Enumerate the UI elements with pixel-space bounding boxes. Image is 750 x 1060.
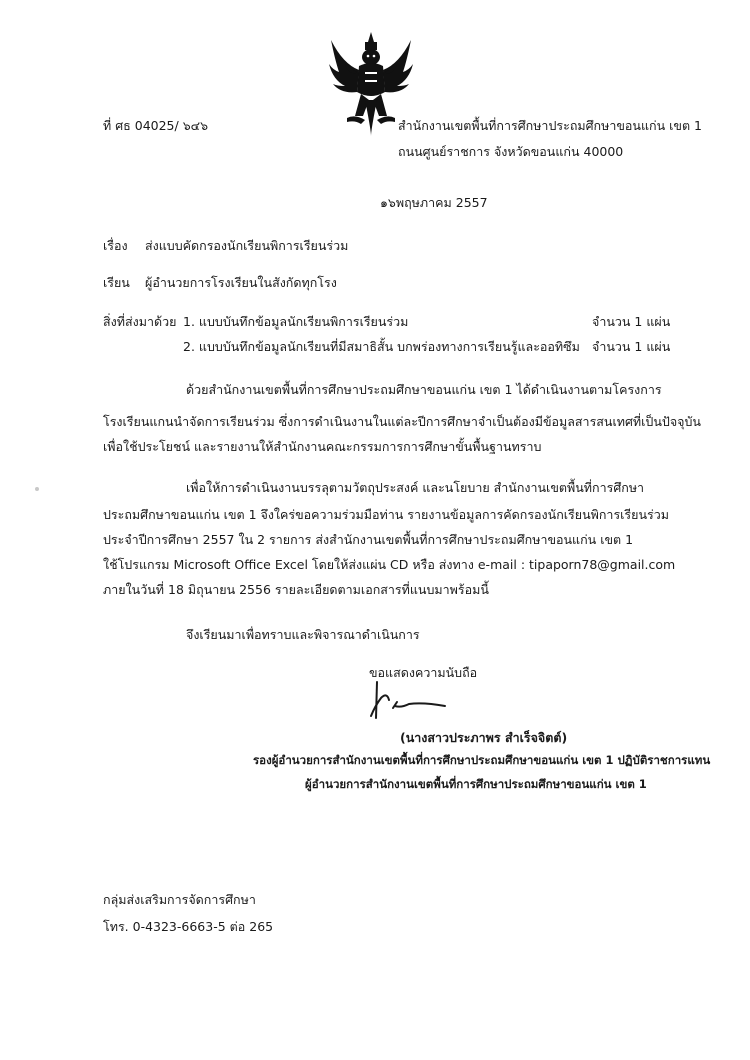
body-p1-line2: โรงเรียนแกนนำจัดการเรียนร่วม ซึ่งการดำเนินงานในแต่ละปีการศึกษาจำเป็นต้องมีข้อมูลสารสนเทศที่เป็นปัจจุบัน bbox=[103, 414, 701, 429]
subject-label: เรื่อง bbox=[103, 238, 128, 253]
body-p1-line1: ด้วยสำนักงานเขตพื้นที่การศึกษาประถมศึกษาขอนแก่น เขต 1 ได้ดำเนินงานตามโครงการ bbox=[186, 382, 662, 397]
recipient-label: เรียน bbox=[103, 275, 130, 290]
agency-name: สำนักงานเขตพื้นที่การศึกษาประถมศึกษาขอนแก่น เขต 1 bbox=[398, 118, 702, 133]
handwritten-signature bbox=[365, 678, 465, 723]
body-p2-line4: ใช้โปรแกรม Microsoft Office Excel โดยให้ส่งแผ่น CD หรือ ส่งทาง e-mail : tipaporn78@gmail.com bbox=[103, 557, 676, 572]
body-p2-line1: เพื่อให้การดำเนินงานบรรลุตามวัตถุประสงค์ และนโยบาย สำนักงานเขตพื้นที่การศึกษา bbox=[186, 480, 645, 495]
enclosure-item-1: 1. แบบบันทึกข้อมูลนักเรียนพิการเรียนร่วม bbox=[183, 314, 409, 329]
enclosure-item-2: 2. แบบบันทึกข้อมูลนักเรียนที่มีสมาธิสั้น บกพร่องทางการเรียนรู้และออทิซึม bbox=[183, 339, 580, 354]
footer-department: กลุ่มส่งเสริมการจัดการศึกษา bbox=[103, 892, 256, 907]
recipient-text: ผู้อำนวยการโรงเรียนในสังกัดทุกโรง bbox=[145, 275, 337, 290]
enclosure-qty-2: จำนวน 1 แผ่น bbox=[592, 339, 671, 354]
closing-regards: ขอแสดงความนับถือ bbox=[369, 665, 478, 680]
enclosures-label: สิ่งที่ส่งมาด้วย bbox=[103, 314, 177, 329]
body-p2-line3: ประจำปีการศึกษา 2557 ใน 2 รายการ ส่งสำนักงานเขตพื้นที่การศึกษาประถมศึกษาขอนแก่น เขต 1 bbox=[103, 532, 634, 547]
body-p1-line3: เพื่อใช้ประโยชน์ และรายงานให้สำนักงานคณะกรรมการการศึกษาขั้นพื้นฐานทราบ bbox=[103, 439, 542, 454]
subject-text: ส่งแบบคัดกรองนักเรียนพิการเรียนร่วม bbox=[145, 238, 349, 253]
enclosure-qty-1: จำนวน 1 แผ่น bbox=[592, 314, 671, 329]
signer-position-line2: ผู้อำนวยการสำนักงานเขตพื้นที่การศึกษาประถมศึกษาขอนแก่น เขต 1 bbox=[305, 777, 647, 791]
letter-date: ๑๖พฤษภาคม 2557 bbox=[380, 195, 488, 210]
body-p2-line5: ภายในวันที่ 18 มิถุนายน 2556 รายละเอียดตามเอกสารที่แนบมาพร้อมนี้ bbox=[103, 582, 489, 597]
signer-position-line1: รองผู้อำนวยการสำนักงานเขตพื้นที่การศึกษาประถมศึกษาขอนแก่น เขต 1 ปฏิบัติราชการแทน bbox=[253, 753, 711, 767]
reference-number: ที่ ศธ 04025/ ๖๔๖ bbox=[103, 118, 209, 133]
footer-phone: โทร. 0-4323-6663-5 ต่อ 265 bbox=[103, 919, 274, 934]
signer-name: (นางสาวประภาพร สำเร็จจิตต์) bbox=[400, 730, 568, 745]
body-p2-line2: ประถมศึกษาขอนแก่น เขต 1 จึงใคร่ขอความร่วมมือท่าน รายงานข้อมูลการคัดกรองนักเรียนพิการเรียนร่วม bbox=[103, 507, 669, 522]
body-p3: จึงเรียนมาเพื่อทราบและพิจารณาดำเนินการ bbox=[186, 627, 420, 642]
scan-speck bbox=[35, 487, 39, 491]
agency-address: ถนนศูนย์ราชการ จังหวัดขอนแก่น 40000 bbox=[398, 144, 624, 159]
